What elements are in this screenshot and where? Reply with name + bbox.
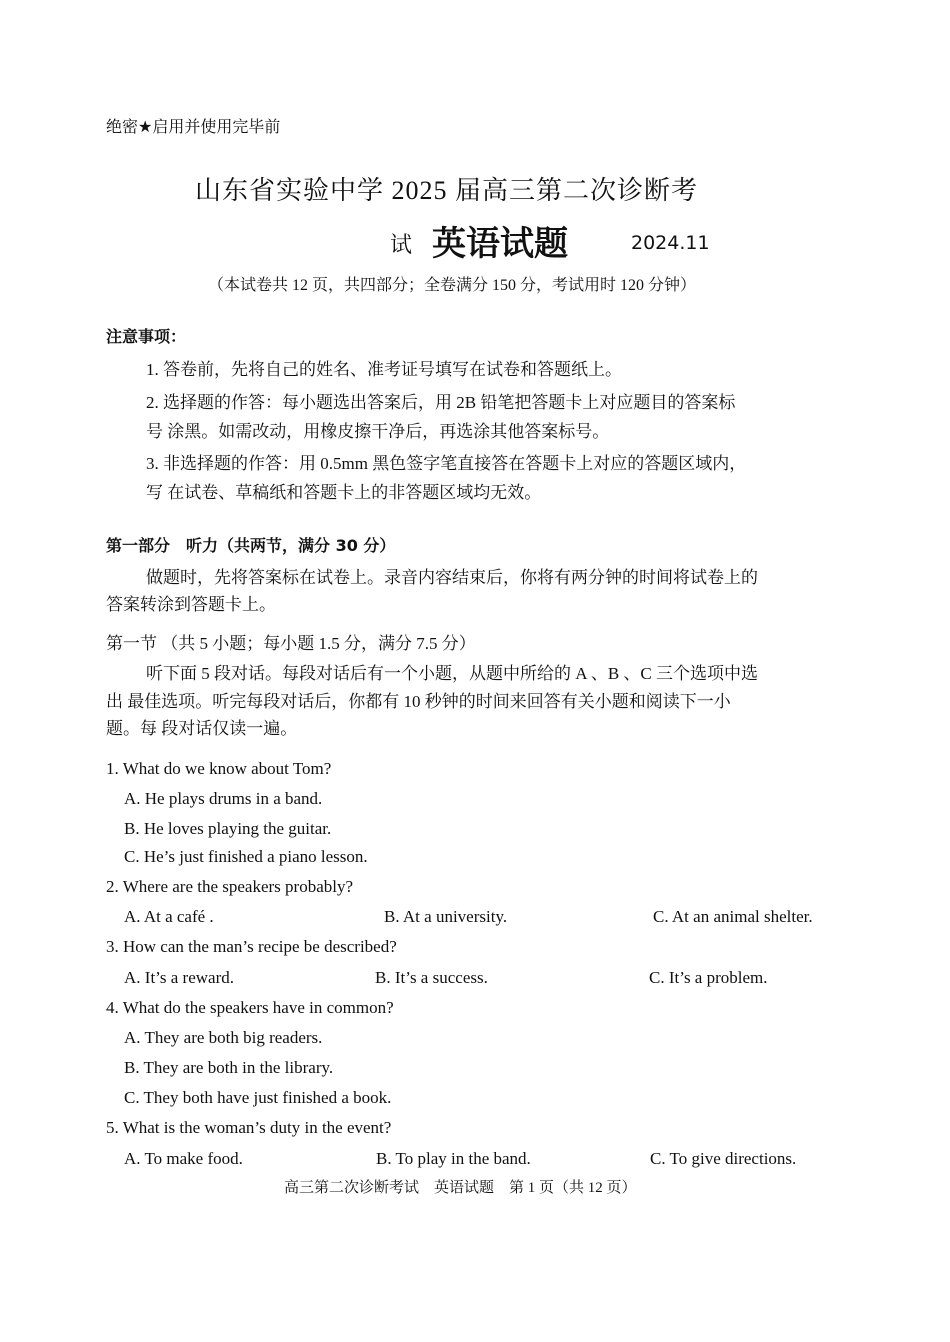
exam-title-line2-prefix: 试	[390, 232, 413, 257]
question-4-option-b: B. They are both in the library.	[124, 1058, 334, 1077]
notice-item-1: 1. 答卷前，先将自己的姓名、准考证号填写在试卷和答题纸上。	[146, 360, 622, 379]
question-5-option-b: B. To play in the band.	[376, 1149, 531, 1168]
question-1-option-a: A. He plays drums in a band.	[124, 789, 323, 808]
question-4-option-a: A. They are both big readers.	[124, 1028, 323, 1047]
question-2-option-a: A. At a café .	[124, 907, 214, 926]
section1-heading: 第一节 （共 5 小题；每小题 1.5 分，满分 7.5 分）	[106, 634, 476, 653]
question-1-stem: 1. What do we know about Tom?	[106, 759, 332, 778]
question-3-stem: 3. How can the man’s recipe be described?	[106, 937, 397, 956]
question-3-option-b: B. It’s a success.	[375, 968, 488, 987]
question-4-stem: 4. What do the speakers have in common?	[106, 998, 394, 1017]
question-1-option-c: C. He’s just finished a piano lesson.	[124, 847, 368, 866]
section1-instructions-line2: 出 最佳选项。听完每段对话后，你都有 10 秒钟的时间来回答有关小题和阅读下一小	[106, 692, 731, 711]
question-5-option-c: C. To give directions.	[650, 1149, 797, 1168]
part1-intro-line2: 答案转涂到答题卡上。	[106, 595, 276, 614]
notice-item-2-line1: 2. 选择题的作答：每小题选出答案后，用 2B 铅笔把答题卡上对应题目的答案标	[146, 393, 736, 412]
confidential-note: 绝密★启用并使用完毕前	[106, 117, 281, 136]
question-4-option-c: C. They both have just finished a book.	[124, 1088, 392, 1107]
question-5-stem: 5. What is the woman’s duty in the event?	[106, 1118, 392, 1137]
question-2-option-b: B. At a university.	[384, 907, 508, 926]
question-2-stem: 2. Where are the speakers probably?	[106, 877, 354, 896]
part1-intro-line1: 做题时，先将答案标在试卷上。录音内容结束后，你将有两分钟的时间将试卷上的	[146, 568, 758, 587]
question-3-option-a: A. It’s a reward.	[124, 968, 234, 987]
section1-instructions-line3: 题。每 段对话仅读一遍。	[106, 719, 298, 738]
exam-date: 2024.11	[631, 232, 710, 254]
question-1-option-b: B. He loves playing the guitar.	[124, 819, 332, 838]
section1-instructions-line1: 听下面 5 段对话。每段对话后有一个小题，从题中所给的 A 、B 、C 三个选项中选	[146, 664, 759, 683]
question-3-option-c: C. It’s a problem.	[649, 968, 768, 987]
notice-item-3-line1: 3. 非选择题的作答：用 0.5mm 黑色签字笔直接答在答题卡上对应的答题区域内，	[146, 454, 747, 473]
exam-info: （本试卷共 12 页，共四部分；全卷满分 150 分，考试用时 120 分钟）	[208, 277, 697, 294]
notice-item-2-line2: 号 涂黑。如需改动，用橡皮擦干净后，再选涂其他答案标号。	[146, 422, 610, 441]
notice-heading: 注意事项：	[106, 327, 187, 346]
exam-subject-title: 英语试题	[432, 224, 568, 264]
question-5-option-a: A. To make food.	[124, 1149, 243, 1168]
page-footer: 高三第二次诊断考试 英语试题 第 1 页（共 12 页）	[284, 1180, 637, 1196]
notice-item-3-line2: 写 在试卷、草稿纸和答题卡上的非答题区域均无效。	[146, 483, 542, 502]
exam-title-line1: 山东省实验中学 2025 届高三第二次诊断考	[195, 176, 699, 205]
question-2-option-c: C. At an animal shelter.	[653, 907, 813, 926]
part1-heading: 第一部分 听力（共两节，满分 30 分）	[106, 536, 396, 555]
